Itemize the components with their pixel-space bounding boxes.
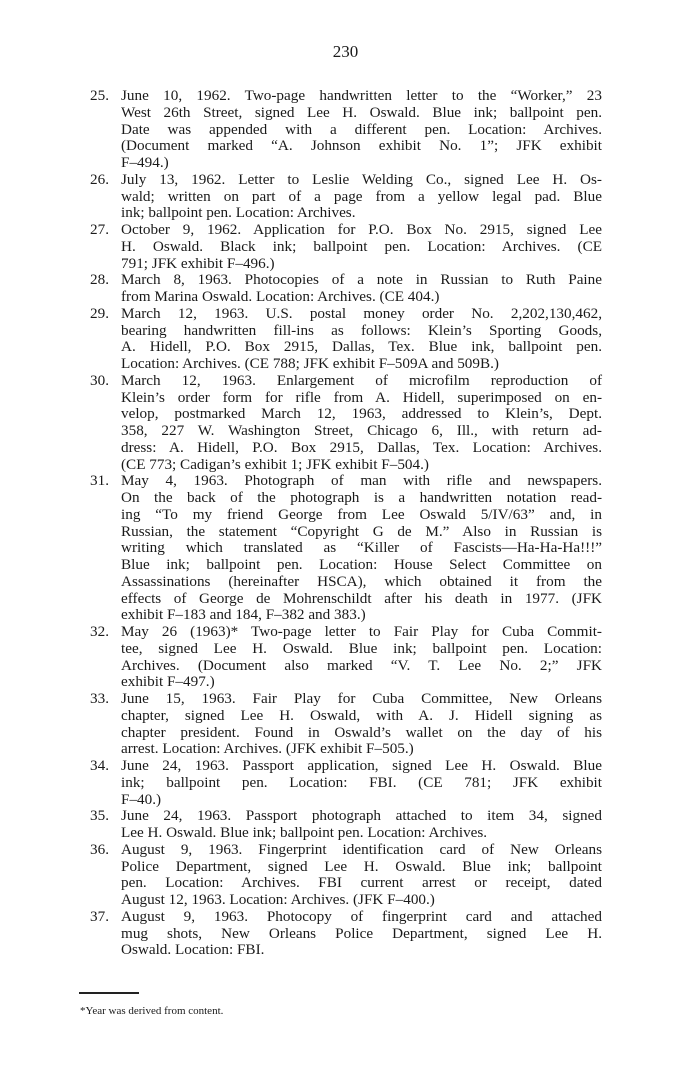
text-line: March 12, 1963. Enlargement of microfilm reproduction of (121, 371, 602, 389)
item-number: 36. (90, 840, 109, 858)
text-line: exhibit F–183 and 184, F–382 and 383.) (121, 606, 366, 624)
text-line: March 12, 1963. U.S. postal money order No. 2,202,130,462, (121, 304, 602, 322)
text-line: June 10, 1962. Two-page handwritten letter to the “Worker,” 23 (121, 87, 602, 104)
item-number: 29. (90, 304, 109, 322)
text-line: Location: Archives. (CE 788; JFK exhibit F–509A and 509B.) (121, 355, 499, 372)
footnote: *Year was derived from content. (80, 1005, 224, 1017)
item-number: 28. (90, 271, 109, 289)
text-line: June 24, 1963. Passport photograph attached to item 34, signed (121, 807, 602, 825)
text-line: tee, signed Lee H. Oswald. Blue ink; ballpoint pen. Location: (121, 639, 602, 657)
text-line: effects of George de Mohrenschildt after his death in 1977. (JFK (121, 589, 602, 607)
text-line: Archives. (Document also marked “V. T. Lee No. 2;” JFK (121, 656, 602, 674)
text-line: exhibit F–497.) (121, 673, 215, 691)
text-line: Assassinations (hereinafter HSCA), which obtained it from the (121, 572, 602, 590)
text-line: October 9, 1962. Application for P.O. Box No. 2915, signed Lee (121, 221, 602, 238)
item-text (121, 758, 602, 808)
item-number: 26. (90, 170, 109, 188)
text-line: wald; written on part of a page from a yellow legal pad. Blue (121, 187, 602, 205)
item-text (121, 222, 602, 272)
text-line: Blue ink; ballpoint pen. Location: House Select Committee on (121, 556, 602, 573)
item-number: 31. (90, 472, 109, 490)
text-line: dress: A. Hidell, P.O. Box 2915, Dallas, Tex. Location: Archives. (121, 438, 602, 456)
text-line: velop, postmarked March 12, 1963, addressed to Klein’s, Dept. (121, 405, 602, 423)
item-text (121, 272, 602, 306)
text-line: July 13, 1962. Letter to Leslie Welding Co., signed Lee H. Os- (121, 170, 602, 188)
text-line: pen. Location: Archives. FBI current arrest or receipt, dated (121, 874, 602, 892)
text-line: Police Department, signed Lee H. Oswald. Blue ink; ballpoint (121, 857, 602, 875)
text-line: Lee H. Oswald. Blue ink; ballpoint pen. Location: Archives. (121, 824, 488, 841)
text-line: August 12, 1963. Location: Archives. (JFK F–400.) (121, 891, 435, 908)
text-line: Oswald. Location: FBI. (121, 941, 265, 959)
text-line: June 15, 1963. Fair Play for Cuba Committee, New Orleans (121, 690, 602, 707)
list-item (90, 222, 602, 272)
text-line: ing “To my friend George from Lee Oswald 5/IV/63” and, in (121, 505, 602, 523)
list-item (90, 808, 602, 842)
list-item (90, 473, 602, 624)
page-number: 230 (332, 42, 359, 61)
text-line: ink; ballpoint pen. Location: FBI. (CE 781; JFK exhibit (121, 773, 602, 791)
item-text (121, 88, 602, 172)
text-line: F–494.) (121, 154, 169, 171)
text-line: 358, 227 W. Washington Street, Chicago 6, Ill., with return ad- (121, 422, 602, 439)
item-number: 35. (90, 807, 109, 825)
text-line: Russian, the statement “Copyright G de M.” Also in Russian is (121, 522, 602, 540)
item-text (121, 624, 602, 691)
item-text (121, 842, 602, 909)
text-line: May 4, 1963. Photograph of man with rifle and newspapers. (121, 472, 602, 490)
item-text (121, 306, 602, 373)
text-line: Klein’s order form for rifle from A. Hidell, superimposed on en- (121, 388, 602, 406)
text-line: writing which translated as “Killer of Fascists—Ha-Ha-Ha!!!” (121, 539, 602, 557)
item-text (121, 808, 602, 842)
text-line: 791; JFK exhibit F–496.) (121, 254, 275, 272)
text-line: arrest. Location: Archives. (JFK exhibit F–505.) (121, 740, 414, 758)
item-text (121, 691, 602, 758)
text-line: H. Oswald. Black ink; ballpoint pen. Location: Archives. (CE (121, 237, 602, 255)
item-number: 27. (90, 221, 109, 238)
text-line: from Marina Oswald. Location: Archives. (CE 404.) (121, 288, 440, 305)
item-text (121, 473, 602, 624)
text-line: West 26th Street, signed Lee H. Oswald. Blue ink; ballpoint pen. (121, 103, 602, 121)
footnote-divider (79, 992, 139, 994)
item-number: 33. (90, 690, 109, 707)
item-number: 37. (90, 907, 109, 925)
item-number: 34. (90, 757, 109, 774)
list-item (90, 624, 602, 691)
text-line: mug shots, New Orleans Police Department, signed Lee H. (121, 924, 602, 942)
item-text (121, 909, 602, 959)
item-number: 32. (90, 623, 109, 640)
text-line: chapter, signed Lee H. Oswald, with A. J. Hidell signing as (121, 706, 602, 724)
text-line: May 26 (1963)* Two-page letter to Fair Play for Cuba Commit- (121, 623, 602, 640)
text-line: On the back of the photograph is a handwritten notation read- (121, 489, 602, 506)
list-item (90, 172, 602, 222)
text-line: August 9, 1963. Photocopy of fingerprint card and attached (121, 907, 602, 925)
item-number: 25. (90, 87, 109, 104)
exhibit-list (90, 88, 602, 959)
list-item (90, 88, 602, 172)
list-item (90, 909, 602, 959)
list-item (90, 691, 602, 758)
text-line: (Document marked “A. Johnson exhibit No. 1”; JFK exhibit (121, 137, 602, 155)
list-item (90, 373, 602, 474)
list-item (90, 842, 602, 909)
item-text (121, 373, 602, 474)
item-text (121, 172, 602, 222)
text-line: (CE 773; Cadigan’s exhibit 1; JFK exhibit F–504.) (121, 455, 429, 473)
text-line: chapter president. Found in Oswald’s wallet on the day of his (121, 723, 602, 741)
text-line: June 24, 1963. Passport application, signed Lee H. Oswald. Blue (121, 757, 602, 774)
text-line: ink; ballpoint pen. Location: Archives. (121, 204, 356, 222)
text-line: Date was appended with a different pen. Location: Archives. (121, 120, 602, 138)
list-item (90, 758, 602, 808)
text-line: A. Hidell, P.O. Box 2915, Dallas, Tex. Blue ink, ballpoint pen. (121, 338, 602, 356)
text-line: August 9, 1963. Fingerprint identification card of New Orleans (121, 840, 602, 858)
text-line: March 8, 1963. Photocopies of a note in Russian to Ruth Paine (121, 271, 602, 289)
list-item (90, 306, 602, 373)
text-line: bearing handwritten fill-ins as follows: Klein’s Sporting Goods, (121, 321, 602, 339)
item-number: 30. (90, 371, 109, 389)
list-item (90, 272, 602, 306)
text-line: F–40.) (121, 790, 162, 808)
